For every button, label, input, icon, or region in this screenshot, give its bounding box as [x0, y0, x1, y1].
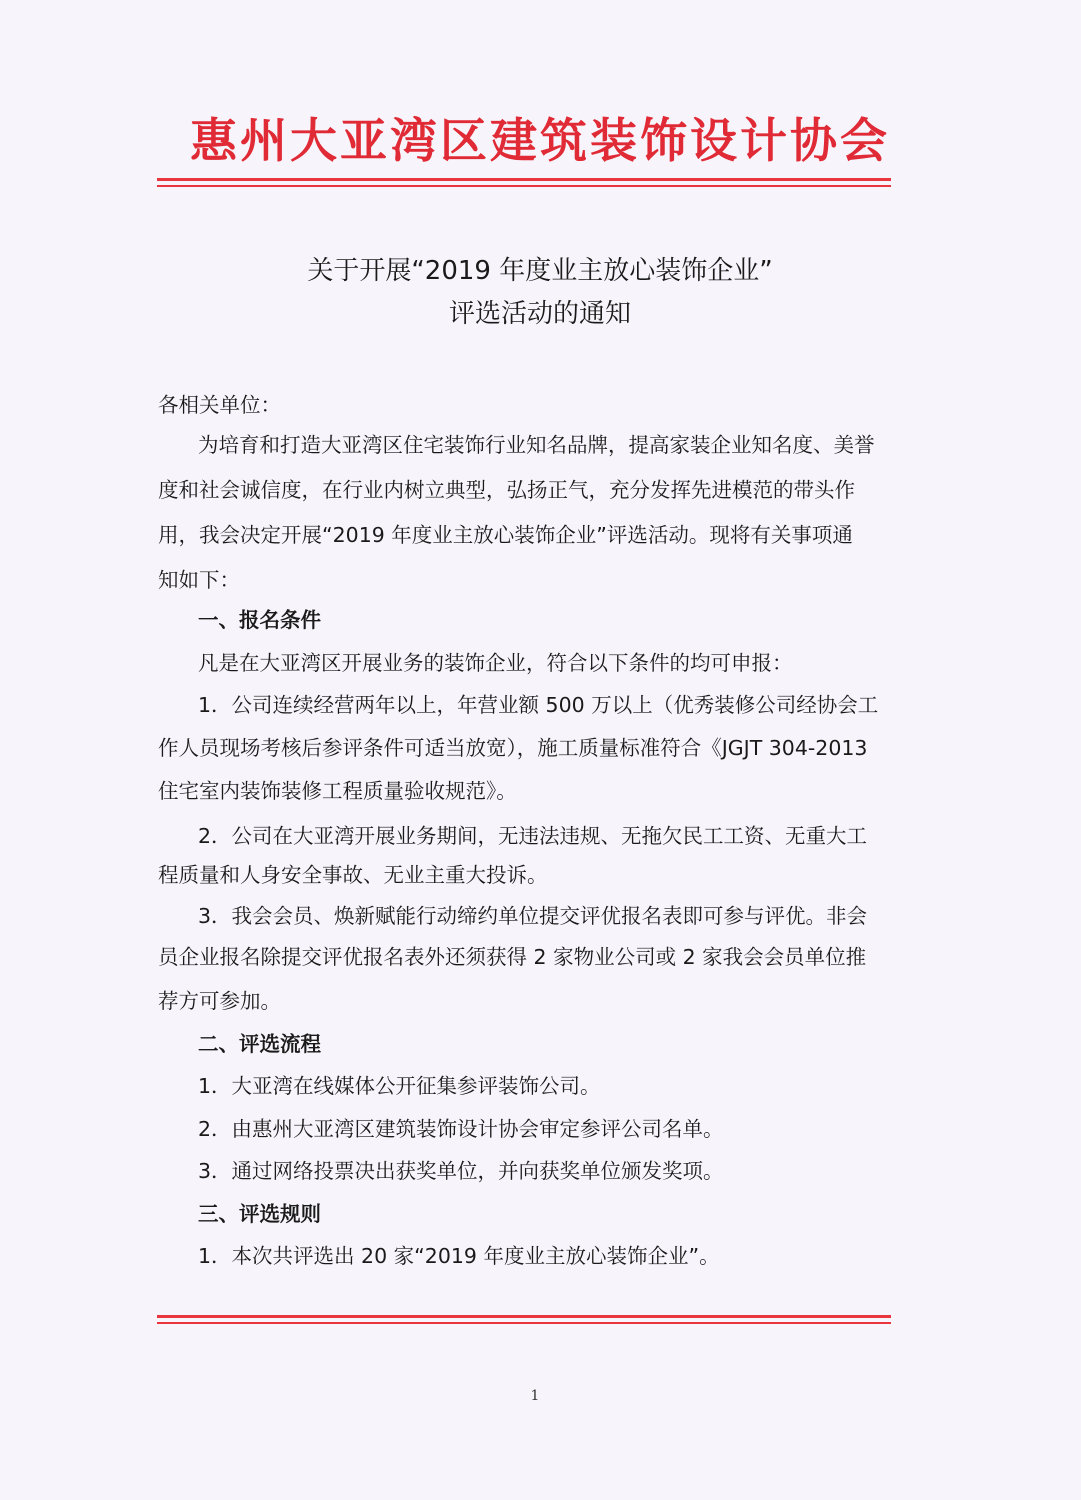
- organization-name: 惠州大亚湾区建筑装饰设计协会: [190, 114, 890, 169]
- condition-item-3: 员企业报名除提交评优报名表外还须获得 2 家物业公司或 2 家我会会员单位推: [158, 945, 867, 969]
- title-line-1: 关于开展“2019 年度业主放心装饰企业”: [307, 256, 773, 286]
- footer-rule-thick: [157, 1315, 891, 1318]
- footer-rule-thin: [157, 1322, 891, 1324]
- intro-line: 为培育和打造大亚湾区住宅装饰行业知名品牌，提高家装企业知名度、美誉: [198, 433, 875, 457]
- condition-item-2: 程质量和人身安全事故、无业主重大投诉。: [158, 863, 548, 887]
- section-heading-process: 二、评选流程: [198, 1032, 321, 1056]
- condition-item-3: 3．我会会员、焕新赋能行动缔约单位提交评优报名表即可参与评优。非会: [198, 904, 868, 928]
- condition-item-1: 住宅室内装饰装修工程质量验收规范》。: [158, 779, 517, 803]
- title-line-2: 评选活动的通知: [448, 299, 631, 329]
- header-rule-thin: [157, 185, 891, 187]
- process-item: 3．通过网络投票决出获奖单位，并向获奖单位颁发奖项。: [198, 1159, 724, 1183]
- header-rule-thick: [157, 178, 891, 181]
- process-item: 1．大亚湾在线媒体公开征集参评装饰公司。: [198, 1074, 601, 1098]
- condition-item-2: 2．公司在大亚湾开展业务期间，无违法违规、无拖欠民工工资、无重大工: [198, 824, 868, 848]
- intro-line: 度和社会诚信度，在行业内树立典型，弘扬正气，充分发挥先进模范的带头作: [158, 478, 855, 502]
- condition-item-1: 作人员现场考核后参评条件可适当放宽），施工质量标准符合《JGJT 304-2013: [158, 736, 868, 760]
- intro-line: 知如下：: [158, 568, 240, 592]
- condition-item-3: 荐方可参加。: [158, 989, 281, 1013]
- section-lead: 凡是在大亚湾区开展业务的装饰企业，符合以下条件的均可申报：: [198, 651, 793, 675]
- intro-line: 用，我会决定开展“2019 年度业主放心装饰企业”评选活动。现将有关事项通: [158, 523, 853, 547]
- section-heading-rules: 三、评选规则: [198, 1202, 321, 1226]
- process-item: 2．由惠州大亚湾区建筑装饰设计协会审定参评公司名单。: [198, 1117, 724, 1141]
- page-number: 1: [530, 1388, 540, 1404]
- section-heading-registration: 一、报名条件: [198, 608, 321, 632]
- condition-item-1: 1．公司连续经营两年以上，年营业额 500 万以上（优秀装修公司经协会工: [198, 693, 879, 717]
- salutation: 各相关单位：: [158, 393, 281, 417]
- rules-item: 1．本次共评选出 20 家“2019 年度业主放心装饰企业”。: [198, 1244, 720, 1268]
